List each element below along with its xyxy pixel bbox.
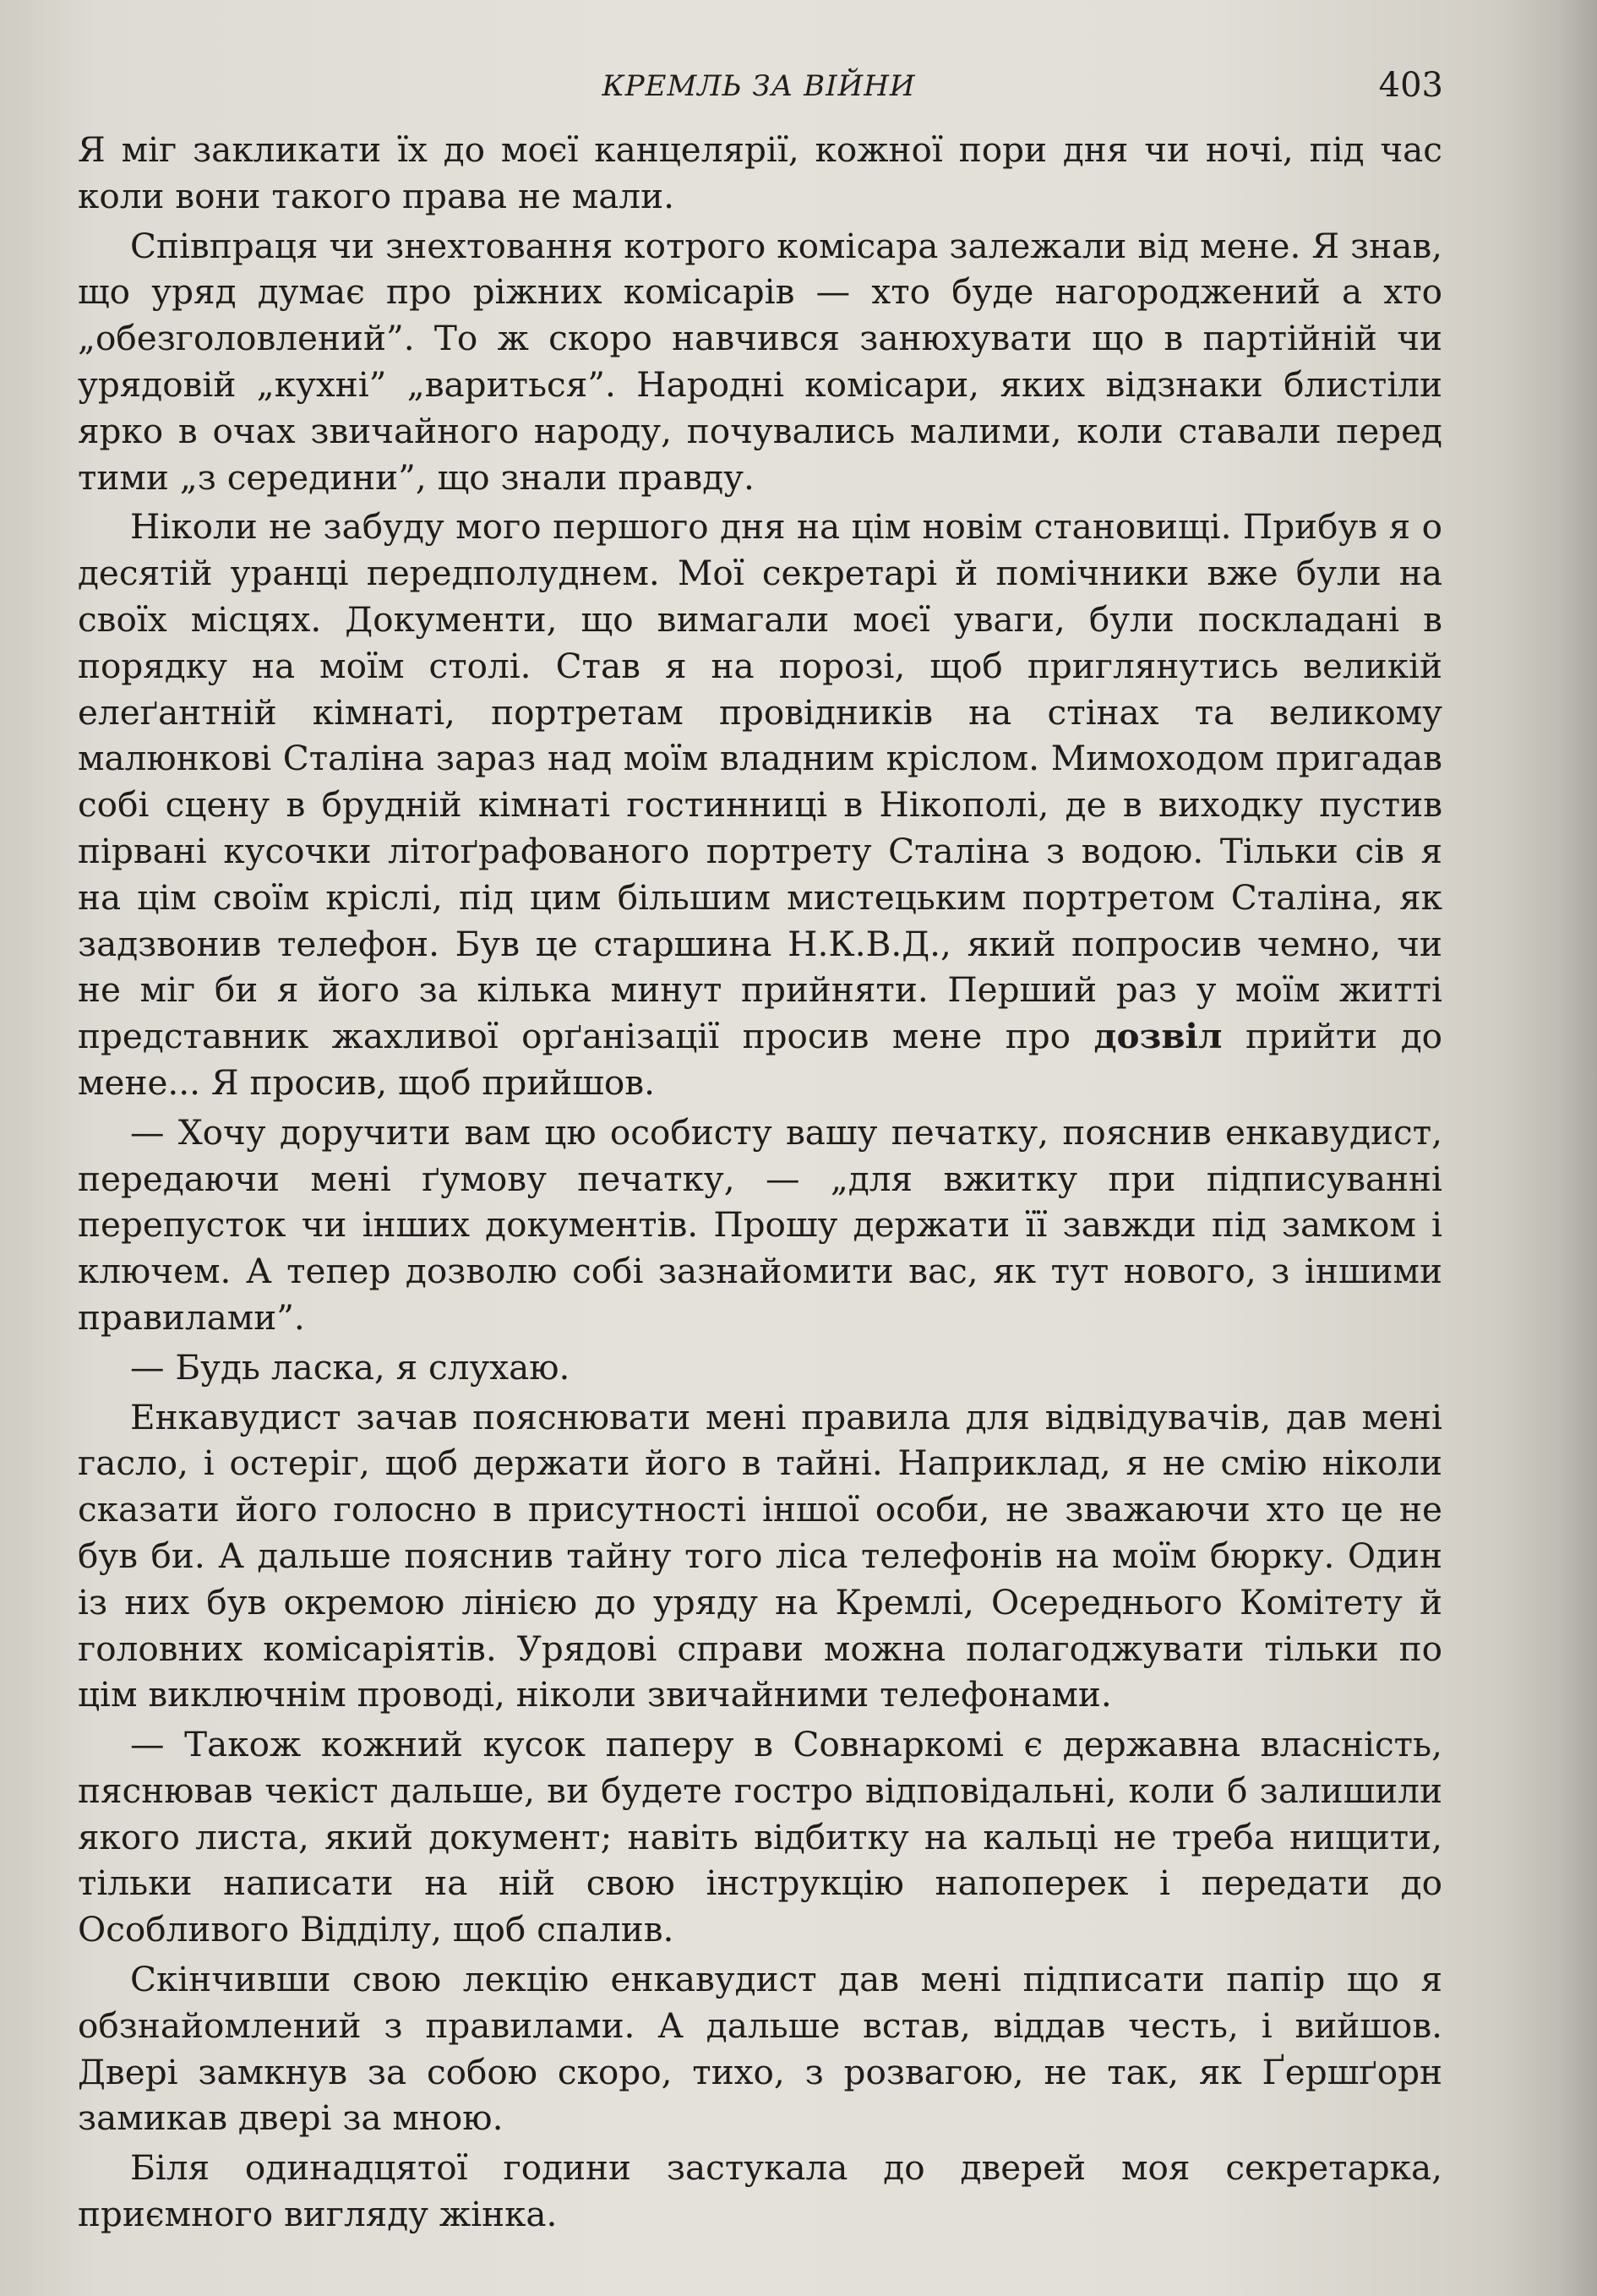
paragraph-9: Біля одинадцятої години застукала до дверей моя секретарка, приємного вигляду жінка. — [78, 2147, 1442, 2235]
paragraph-2: Співпраця чи знехтовання котрого комісара залежали від мене. Я знав, що уряд думає про ріжних комісарів — хто буде нагороджений а хто „обезголовлений”. То ж скоро навчився занюхувати що в партійній чи урядовій „кухні” „вариться”. Народні комісари, яких відзнаки блистіли ярко в очах звичайного народу, почувались малими, коли ставали перед тими „з середини”, що знали правду. — [78, 225, 1442, 498]
body-text — [78, 127, 1442, 2241]
facing-page-shadow — [1504, 0, 1597, 2296]
paragraph-4: — Хочу доручити вам цю особисту вашу печатку, пояснив енкавудист, передаючи мені ґумову печатку, — „для вжитку при підписуванні перепусток чи інших документів. Прошу держати її завжди під замком і ключем. А тепер дозволю собі зазнайомити вас, як тут нового, з іншими правилами”. — [78, 1111, 1442, 1338]
paragraph-3-ending: прийти до мене... Я просив, щоб прийшов. — [78, 1016, 1443, 1103]
page-number: 403 — [1378, 66, 1443, 105]
paragraph-6: Енкавудист зачав пояснювати мені правила для відвідувачів, дав мені гасло, і остеріг, щоб держати його в тайні. Наприклад, я не смію ніколи сказати його голосно в присутності іншої особи, не зважаючи хто це не був би. А дальше пояснив тайну того ліса телефонів на моїм бюрку. Один із них був окремою лінією до уряду на Кремлі, Осереднього Комітету й головних комісаріятів. Урядові справи можна полагоджувати тільки по цім виключнім проводі, ніколи звичайними телефонами. — [78, 1396, 1442, 1715]
paragraph-7: — Також кожний кусок паперу в Совнаркомі є державна власність, пяснював чекіст дальше, ви будете гостро відповідальні, коли б залишили якого листа, який документ; навіть відбитку на кальці не треба нищити, тільки написати на ній свою інструкцію напоперек і передати до Особливого Відділу, щоб спалив. — [78, 1724, 1442, 1950]
page-header — [74, 66, 1443, 117]
emphasized-word: дозвіл — [1093, 1016, 1223, 1057]
paragraph-3-text: Ніколи не забуду мого першого дня на цім новім становищі. Прибув я о десятій уранці передполуднем. Мої секретарі й помічники вже були на своїх місцях. Документи, що вимагали моєї уваги, були поскладані в порядку на моїм столі. Став я на порозі, щоб приглянутись великій елеґантній кімнаті, портретам провідників на стінах та великому малюнкові Сталіна зараз над моїм владним кріслом. Мимоходом пригадав собі сцену в брудній кімнаті гостинниці в Нікополі, де в виходку пустив пірвані кусочки літоґрафованого портрету Сталіна з водою. Тільки сів я на цім своїм кріслі, під цим більшим мистецьким портретом Сталіна, як задзвонив телефон. Був це старшина Н.К.В.Д., який попросив чемно, чи не міг би я його за кілька минут прийняти. Перший раз у моїм житті представник жахливої орґанізації просив мене про — [78, 506, 1442, 1057]
paragraph-5: — Будь ласка, я слухаю. — [130, 1346, 570, 1388]
paragraph-1: Я міг закликати їх до моєї канцелярії, кожної пори дня чи ночі, під час коли вони такого права не мали. — [78, 129, 1442, 216]
running-title: КРЕМЛЬ ЗА ВІЙНИ — [602, 69, 916, 103]
paragraph-3 — [78, 504, 1442, 1105]
paragraph-8: Скінчивши свою лекцію енкавудист дав мені підписати папір що я обзнайомлений з правилами. А дальше встав, віддав честь, і вийшов. Двері замкнув за собою скоро, тихо, з розвагою, не так, як Ґершґорн замикав двері за мною. — [78, 1959, 1442, 2139]
